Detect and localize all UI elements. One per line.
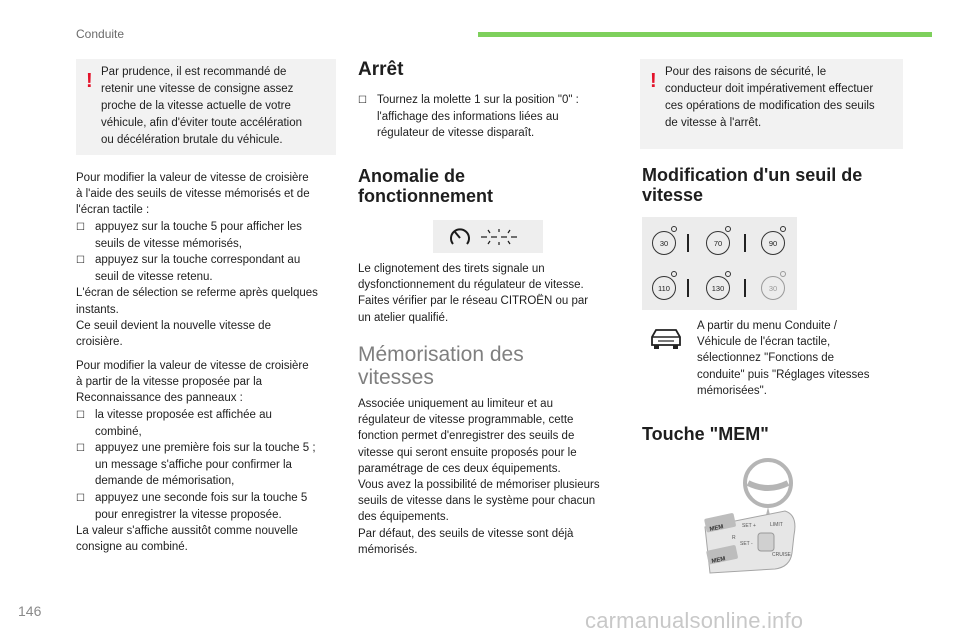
set-minus-label: SET - [740,541,753,547]
car-menu-icon [648,325,684,351]
section-title: Conduite [76,27,125,41]
text-line: appuyez une seconde fois sur la touche 5 [95,491,308,504]
watermark: carmanualsonline.info [585,608,804,633]
heading-anomalie [358,166,493,206]
bullet-icon: ☐ [76,409,85,421]
text-line: seuils de vitesse mémorisés, [95,237,242,250]
separator [687,234,689,252]
bullet-icon: ☐ [76,221,85,233]
text-line: des équipements. [358,511,449,524]
text-line: croisière. [76,336,123,349]
text-line: Le clignotement des tirets signale un [358,263,545,275]
pin-icon [725,226,731,232]
heading-line: vitesse [642,185,704,205]
text-line: seuils de vitesse dans le système pour chacun [358,495,596,508]
text-line: fonction permet d'enregistrer des seuils de [358,430,575,443]
blinking-dashes-icon [481,229,517,245]
text-line: régulateur de vitesse programmable, cette [358,414,574,427]
text-line: Faites vérifier par le réseau CITROËN ou par [358,295,589,308]
text-line: conduite" puis "Réglages vitesses [697,368,870,381]
mem-button-top[interactable]: MEM [709,524,725,533]
steering-wheel-icon [745,460,791,506]
warning-line: proche de la vitesse actuelle de votre [101,100,291,112]
section-accent-bar [478,32,932,37]
heading-arret: Arrêt [358,59,404,80]
text-line: consigne au combiné. [76,541,188,554]
pin-icon [780,271,786,277]
paragraph-anomalie [358,261,628,326]
text-line: un message s'affiche pour confirmer la [95,459,292,472]
text-line: Véhicule de l'écran tactile, [697,336,831,349]
paragraph-memorisation [358,396,633,558]
separator [744,234,746,252]
text-line: l'affichage des informations liées au [377,111,559,124]
heading-line: Anomalie de [358,166,466,186]
text-line: vitesse qui seront ensuite proposés pour le [358,446,577,459]
warning-line: ou décélération brutale du véhicule. [101,134,283,146]
warning-icon: ! [650,70,657,92]
speed-sign-110[interactable]: 110 [652,276,676,300]
warning-line: Pour des raisons de sécurité, le [665,66,827,78]
text-line: L'écran de sélection se referme après quelques [76,287,318,300]
pin-icon [725,271,731,277]
speed-sign-90[interactable]: 90 [761,231,785,255]
paragraph-sign-recognition [76,358,346,555]
bullet-icon: ☐ [76,443,85,455]
heading-line: vitesses [358,366,434,389]
text-line: Ce seuil devient la nouvelle vitesse de [76,319,271,332]
speed-sign-70[interactable]: 70 [706,231,730,255]
paragraph-menu [697,318,907,399]
warning-line: conducteur doit impérativement effectuer [665,83,874,95]
heading-mem: Touche "MEM" [642,424,769,444]
text-line: Pour modifier la valeur de vitesse de croisière [76,360,309,372]
warning-icon: ! [86,70,93,92]
set-plus-label: SET + [742,523,756,529]
text-line: appuyez sur la touche 5 pour afficher les [95,220,302,233]
malfunction-display-panel [433,220,543,253]
heading-line: Modification d'un seuil de [642,165,863,185]
separator [687,279,689,297]
text-line: régulateur de vitesse disparaît. [377,127,535,140]
bullet-icon: ☐ [76,255,85,267]
text-line: paramétrage de ces deux équipements. [358,462,561,475]
bullet-icon: ☐ [358,95,367,106]
text-line: Par défaut, des seuils de vitesse sont déjà [358,527,574,540]
warning-box-prudence [76,59,336,155]
pin-icon [780,226,786,232]
text-line: appuyez une première fois sur la touche 5 ; [95,442,316,455]
malfunction-display-graphic [433,220,543,253]
text-line: mémorisés. [358,543,418,556]
warning-box-securite [640,59,903,149]
cruise-stalk-illustration [690,455,840,585]
text-line: appuyez sur la touche correspondant au [95,254,301,267]
text-line: l'écran tactile : [76,204,150,217]
limit-position-label: LIMIT [770,522,783,528]
heading-line: Mémorisation des [358,343,524,366]
pin-icon [671,271,677,277]
text-line: La valeur s'affiche aussitôt comme nouvelle [76,525,298,538]
text-line: Pour modifier la valeur de vitesse de croisière [76,172,309,184]
heading-modification [642,165,862,205]
page-number: 146 [18,603,42,619]
text-line: mémorisées". [697,384,767,397]
paragraph-arret [358,92,628,142]
text-line: demande de mémorisation, [95,475,235,488]
text-line: sélectionnez "Fonctions de [697,352,835,365]
warning-line: Par prudence, il est recommandé de [101,66,287,78]
speed-thresholds-panel [642,217,797,310]
r-label: R [732,535,736,541]
text-line: un atelier qualifié. [358,311,449,324]
text-line: combiné, [95,425,142,438]
text-line: Tournez la molette 1 sur la position "0" : [377,94,579,106]
speed-sign-30[interactable]: 30 [652,231,676,255]
selector-wheel[interactable] [758,533,774,551]
text-line: A partir du menu Conduite / [697,320,837,332]
text-line: dysfonctionnement du régulateur de vitesse. [358,279,584,292]
pin-icon [671,226,677,232]
paragraph-touchscreen [76,170,346,350]
text-line: pour enregistrer la vitesse proposée. [95,508,282,521]
text-line: Associée uniquement au limiteur et au [358,398,553,410]
text-line: Vous avez la possibilité de mémoriser plusieurs [358,479,600,492]
text-line: Reconnaissance des panneaux : [76,392,243,405]
text-line: instants. [76,303,119,316]
warning-line: retenir une vitesse de consigne assez [101,83,294,95]
text-line: à partir de la vitesse proposée par la [76,376,263,389]
heading-memorisation [358,343,524,389]
text-line: la vitesse proposée est affichée au [95,408,272,421]
cruise-position-label: CRUISE [772,552,791,558]
speedometer-icon [451,229,469,244]
bullet-icon: ☐ [76,492,85,504]
warning-line: ces opérations de modification des seuils [665,100,875,112]
text-line: seuil de vitesse retenu. [95,271,213,284]
separator [744,279,746,297]
text-line: à l'aide des seuils de vitesse mémorisés et de [76,188,310,201]
speed-sign-130[interactable]: 130 [706,276,730,300]
heading-line: fonctionnement [358,186,493,206]
warning-line: de vitesse à l'arrêt. [665,117,762,129]
speed-sign-30-empty[interactable]: 30 [761,276,785,300]
mem-button-bottom[interactable]: MEM [711,556,727,565]
warning-line: véhicule, afin d'éviter toute accélération [101,117,303,129]
